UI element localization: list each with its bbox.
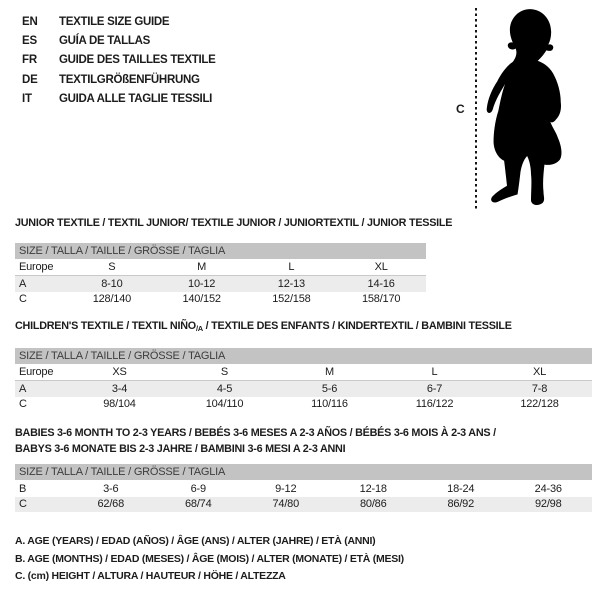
- section-title: BABIES 3-6 MONTH TO 2-3 YEARS / BEBÉS 3-6 MESES A 2-3 AÑOS / BÉBÉS 3-6 MOIS À 2-3 ANS / BABYS 3-6 MONATE BIS 2-3 JAHRE / BAMBINI 3-6 MESI A 2-3 ANNI: [15, 427, 496, 455]
- cell-value: 110/116: [311, 398, 348, 411]
- footnotes: [15, 533, 404, 586]
- cell-value: XL: [374, 261, 388, 274]
- cell-value: 92/98: [534, 498, 562, 511]
- cell-value: 122/128: [520, 398, 559, 411]
- cell-value: 24-36: [534, 482, 562, 495]
- cell-value: L: [431, 366, 438, 379]
- cell-value: 116/122: [415, 398, 454, 411]
- cell-value: M: [197, 261, 207, 274]
- cell-value: M: [325, 366, 334, 379]
- cell-value: 18-24: [447, 482, 475, 495]
- size-section: [15, 216, 453, 307]
- table-row: [15, 381, 592, 397]
- size-header-bar: SIZE / TALLA / TAILLE / GRÖSSE / TAGLIA: [15, 243, 426, 259]
- baby-height-figure: [450, 0, 600, 220]
- row-label: A: [19, 382, 27, 395]
- language-code: IT: [22, 92, 32, 105]
- guide-title: GUIDA ALLE TAGLIE TESSILI: [59, 92, 213, 105]
- language-code: ES: [22, 35, 37, 48]
- language-row: [22, 71, 216, 90]
- cell-value: 8-10: [101, 277, 123, 290]
- cell-value: 7-8: [531, 382, 548, 395]
- cell-value: L: [288, 261, 295, 274]
- table-row: [15, 397, 592, 413]
- cell-value: S: [108, 261, 116, 274]
- size-header-bar: SIZE / TALLA / TAILLE / GRÖSSE / TAGLIA: [15, 348, 592, 364]
- cell-value: 12-18: [359, 482, 387, 495]
- cell-value: 158/170: [361, 293, 401, 306]
- cell-value: 5-6: [321, 382, 338, 395]
- cell-value: 62/68: [97, 498, 125, 511]
- cell-value: 80/86: [359, 498, 387, 511]
- language-row: [22, 13, 216, 32]
- cell-value: 152/158: [272, 293, 311, 306]
- height-dotted-line: [475, 8, 477, 210]
- size-table: [15, 243, 426, 308]
- cell-value: 86/92: [447, 498, 475, 511]
- row-label: Europe: [19, 261, 54, 274]
- size-header-bar: SIZE / TALLA / TAILLE / GRÖSSE / TAGLIA: [15, 464, 592, 480]
- cell-value: 6-9: [190, 482, 206, 495]
- row-label: B: [19, 482, 27, 495]
- language-code: EN: [22, 16, 38, 28]
- cell-value: 68/74: [184, 498, 212, 511]
- language-row: [22, 90, 216, 109]
- guide-title: TEXTILE SIZE GUIDE: [59, 16, 170, 28]
- language-row: [22, 32, 216, 51]
- footnote: A. AGE (YEARS) / EDAD (AÑOS) / ÂGE (ANS) / ALTER (JAHRE) / ETÀ (ANNI): [15, 535, 376, 547]
- baby-silhouette-icon: [483, 4, 579, 210]
- section-title: CHILDREN'S TEXTILE / TEXTIL $NIÑO_{/A}$ / TEXTILE DES ENFANTS / KINDERTEXTIL / BAMBINI TESSILE: [15, 320, 512, 333]
- cell-value: 104/110: [205, 398, 244, 411]
- row-label: C: [19, 498, 27, 511]
- height-measure-label: C: [456, 102, 465, 116]
- table-row: [15, 365, 592, 382]
- cell-value: XL: [532, 366, 547, 379]
- cell-value: 14-16: [367, 277, 395, 290]
- cell-value: XS: [112, 366, 127, 379]
- section-title: JUNIOR TEXTILE / TEXTIL JUNIOR/ TEXTILE JUNIOR / JUNIORTEXTIL / JUNIOR TESSILE: [15, 217, 453, 229]
- cell-value: 140/152: [182, 293, 221, 306]
- cell-value: 128/140: [92, 293, 132, 306]
- row-label: C: [19, 398, 27, 411]
- cell-value: 12-13: [277, 277, 305, 290]
- footnote: C. (cm) HEIGHT / ALTURA / HAUTEUR / HÖHE / ALTEZZA: [15, 570, 286, 583]
- guide-title: TEXTILGRÖßENFÜHRUNG: [59, 73, 200, 86]
- size-section: [15, 426, 592, 512]
- footnote: B. AGE (MONTHS) / EDAD (MESES) / ÂGE (MOIS) / ALTER (MONATE) / ETÀ (MESI): [15, 552, 404, 565]
- row-label: Europe: [19, 366, 54, 379]
- size-table: [15, 348, 592, 413]
- size-section: [15, 319, 592, 412]
- row-label: A: [19, 277, 27, 290]
- row-label: C: [19, 293, 27, 306]
- cell-value: S: [220, 366, 229, 379]
- cell-value: 74/80: [272, 498, 300, 511]
- language-list: [22, 13, 216, 109]
- cell-value: 9-12: [275, 482, 297, 495]
- cell-value: 3-4: [111, 382, 128, 395]
- language-row: [22, 51, 216, 70]
- table-row: [15, 481, 592, 497]
- subscript-text: /A: [195, 324, 203, 333]
- guide-title: GUIDE DES TAILLES TEXTILE: [59, 54, 216, 67]
- table-row: [15, 260, 426, 277]
- language-code: DE: [22, 73, 38, 86]
- table-row: [15, 292, 426, 308]
- cell-value: 10-12: [188, 277, 216, 290]
- size-table: [15, 464, 592, 512]
- table-row: [15, 497, 592, 513]
- language-code: FR: [22, 54, 37, 67]
- cell-value: 3-6: [103, 482, 119, 495]
- cell-value: 4-5: [216, 382, 233, 395]
- cell-value: 6-7: [426, 382, 443, 395]
- guide-title: GUÍA DE TALLAS: [59, 35, 150, 48]
- table-row: [15, 276, 426, 292]
- cell-value: 98/104: [103, 398, 136, 411]
